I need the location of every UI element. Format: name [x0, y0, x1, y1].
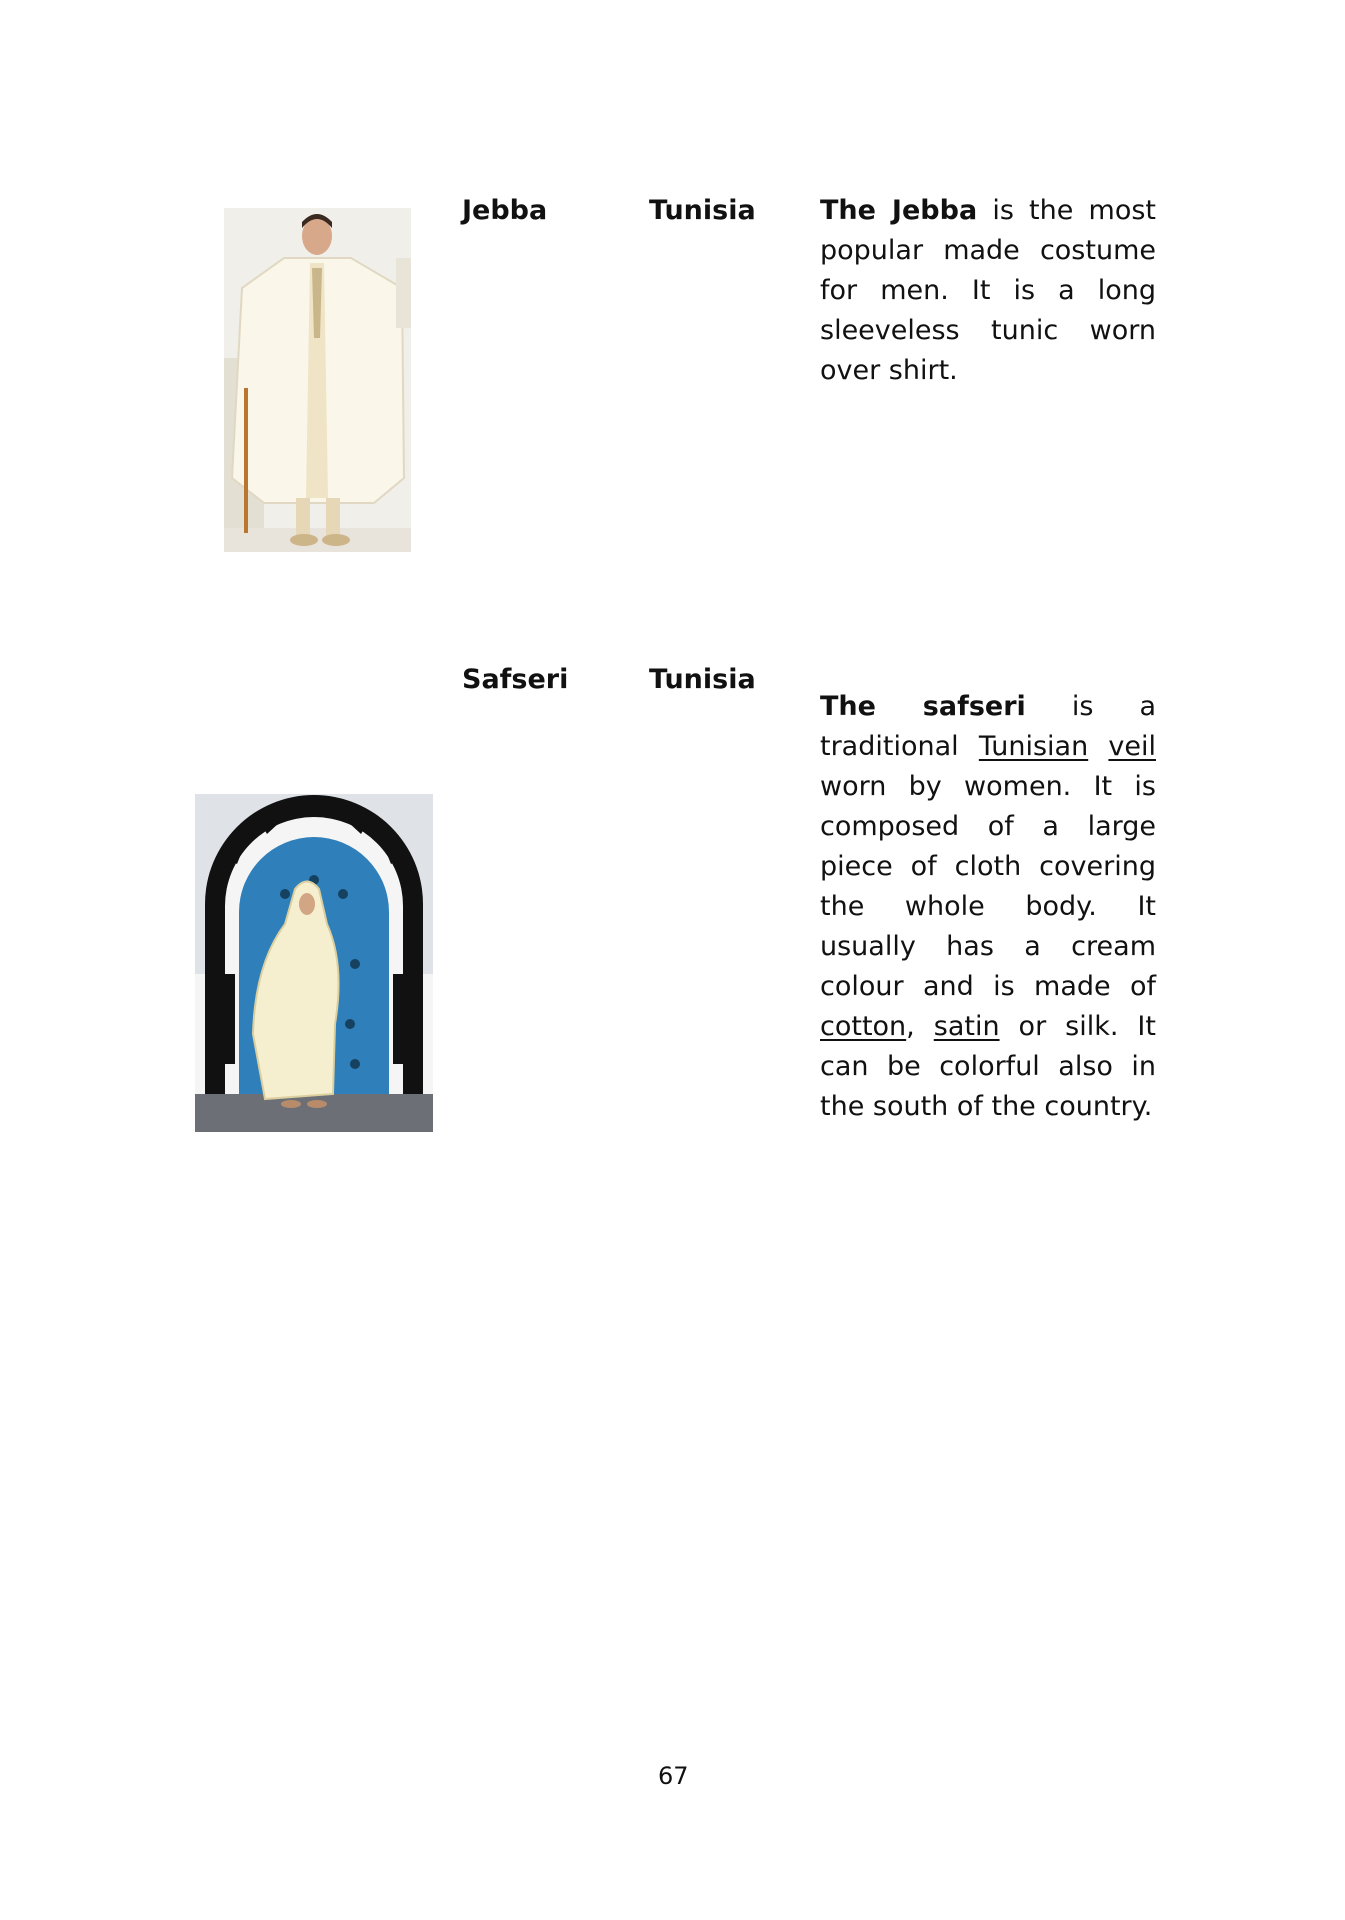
- safseri-illustration: [195, 794, 433, 1132]
- costume-name-jebba: Jebba: [462, 195, 548, 226]
- desc-text: ,: [906, 1011, 934, 1042]
- desc-text: worn by women. It is composed of a large piece of cloth covering the whole body. It usually has a cream colour and is made of: [820, 771, 1156, 1002]
- jebba-photo: [224, 208, 411, 552]
- link-veil[interactable]: veil: [1108, 731, 1156, 762]
- desc-text: is the most popular made costume for men. It is a long sleeveless tunic worn over shirt.: [820, 195, 1156, 386]
- costume-description-jebba: [820, 191, 1156, 391]
- desc-bold-term: The Jebba: [820, 195, 978, 226]
- costume-description-safseri: [820, 687, 1156, 1127]
- costume-country-jebba: Tunisia: [649, 195, 756, 226]
- costume-country-safseri: Tunisia: [649, 664, 756, 695]
- page-number: 67: [658, 1762, 689, 1790]
- link-satin[interactable]: satin: [933, 1011, 1000, 1042]
- desc-text: is a traditional: [820, 691, 1157, 762]
- desc-text: or silk. It can be colorful also in the south of the country.: [820, 1011, 1156, 1122]
- link-tunisian[interactable]: Tunisian: [978, 731, 1089, 762]
- desc-bold-term: The safseri: [820, 691, 1026, 722]
- safseri-photo: [195, 794, 433, 1132]
- link-cotton[interactable]: cotton: [820, 1011, 907, 1042]
- costume-name-safseri: Safseri: [462, 664, 569, 695]
- desc-space: [1088, 731, 1108, 762]
- jebba-illustration: [224, 208, 411, 552]
